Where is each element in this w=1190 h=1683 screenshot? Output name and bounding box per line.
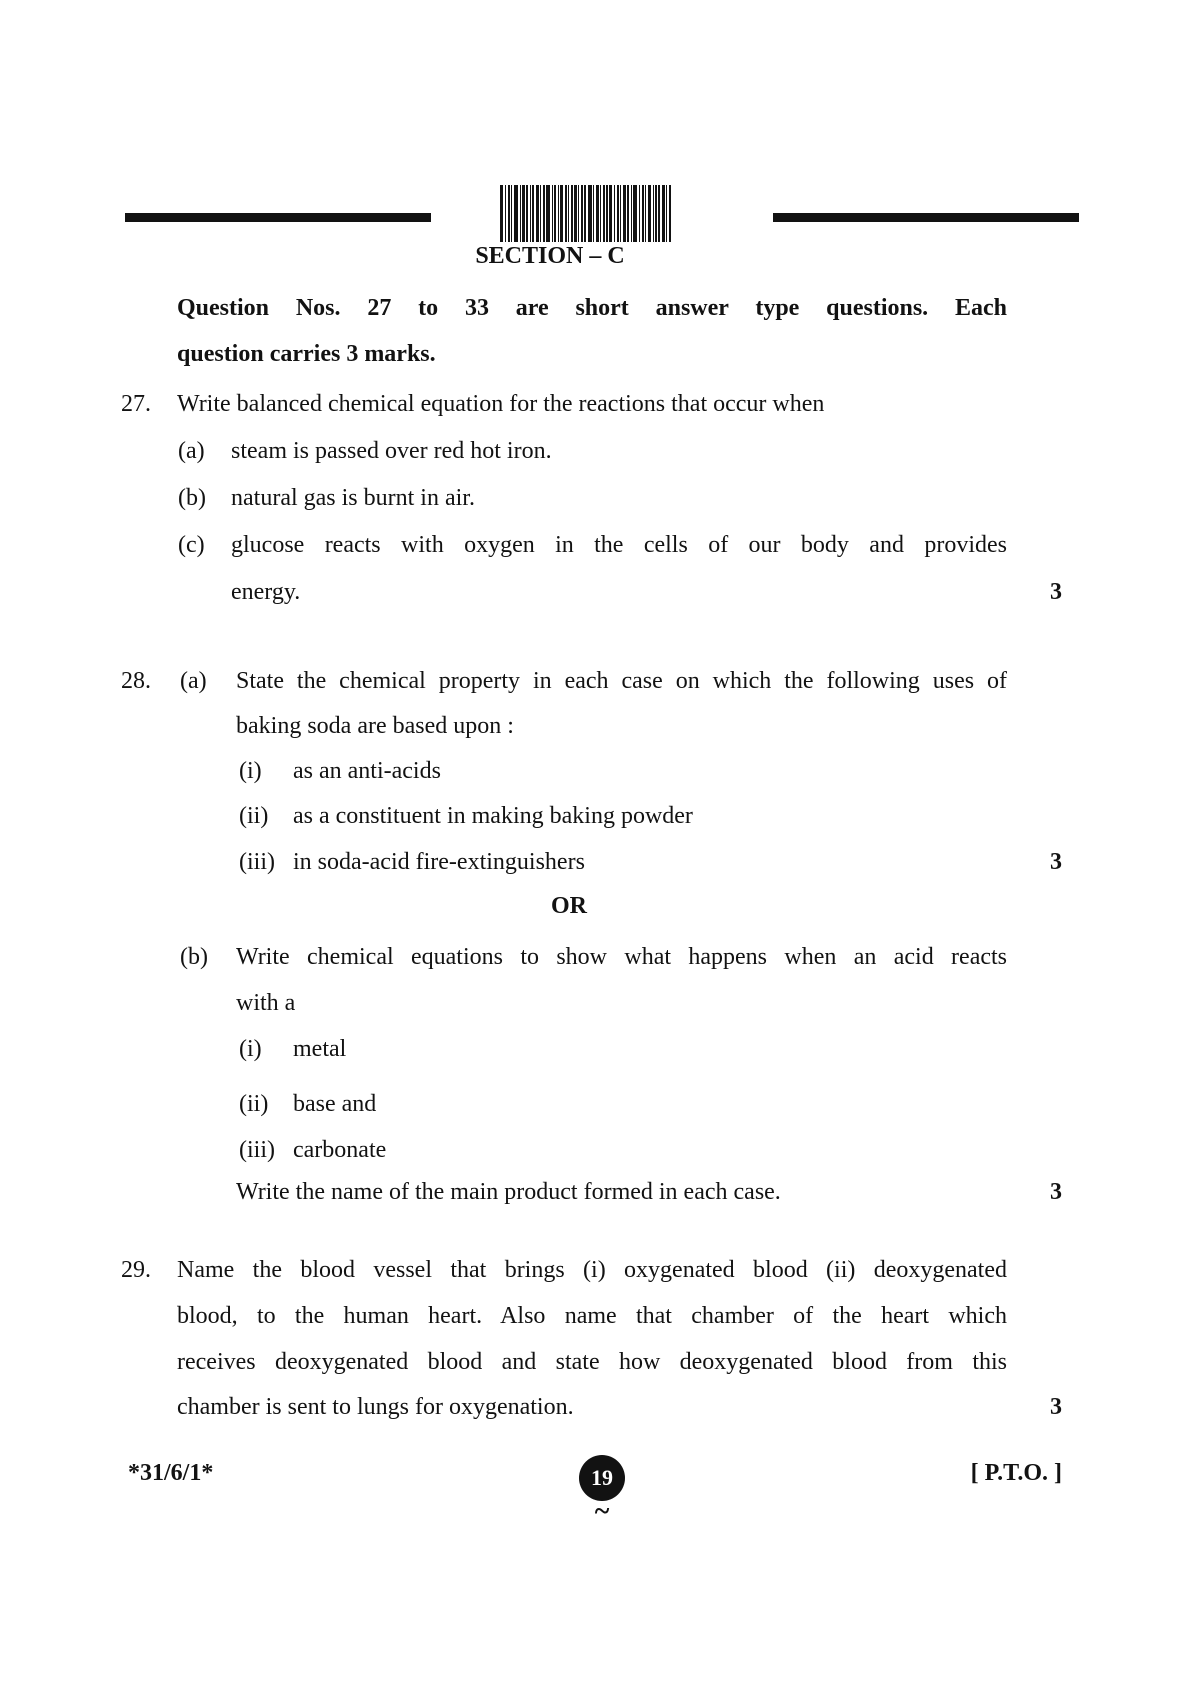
subitem-text: as a constituent in making baking powder [293, 803, 693, 829]
item-label: (c) [178, 532, 205, 558]
subitem-label: (iii) [239, 849, 275, 875]
subitem-label: (ii) [239, 803, 269, 829]
question-29-text: Name the blood vessel that brings (i) oxygenated blood (ii) deoxygenated [177, 1257, 1007, 1283]
header-rule-left [125, 213, 431, 222]
marks-value: 3 [1050, 1394, 1062, 1420]
question-28-number: 28. [121, 668, 151, 694]
marks-value: 3 [1050, 1179, 1062, 1205]
tilde-mark: ~ [594, 1496, 610, 1527]
item-text: Write the name of the main product formed in each case. [236, 1179, 781, 1205]
subitem-text: in soda-acid fire-extinguishers [293, 849, 585, 875]
question-29-number: 29. [121, 1257, 151, 1283]
subitem-text: as an anti-acids [293, 758, 441, 784]
question-29-text: receives deoxygenated blood and state how deoxygenated blood from this [177, 1349, 1007, 1375]
item-label: (b) [180, 944, 208, 970]
page-number-badge: 19 [579, 1455, 625, 1501]
item-text: glucose reacts with oxygen in the cells of our body and provides [231, 532, 1007, 558]
question-27-number: 27. [121, 391, 151, 417]
item-label: (a) [178, 438, 205, 464]
header-rule-right [773, 213, 1079, 222]
subitem-label: (i) [239, 758, 262, 784]
item-text: natural gas is burnt in air. [231, 485, 475, 511]
item-text: energy. [231, 579, 301, 605]
item-text: with a [236, 990, 296, 1016]
barcode [500, 185, 692, 242]
item-text: steam is passed over red hot iron. [231, 438, 552, 464]
subitem-text: carbonate [293, 1137, 387, 1163]
subitem-text: metal [293, 1036, 347, 1062]
question-27-text: Write balanced chemical equation for the reactions that occur when [177, 391, 825, 417]
or-separator: OR [551, 893, 587, 919]
intro-line-1: Question Nos. 27 to 33 are short answer type questions. Each [177, 295, 1007, 321]
item-text: baking soda are based upon : [236, 713, 514, 739]
item-text: State the chemical property in each case on which the following uses of [236, 668, 1007, 694]
item-label: (b) [178, 485, 206, 511]
marks-value: 3 [1050, 579, 1062, 605]
subitem-label: (ii) [239, 1091, 269, 1117]
marks-value: 3 [1050, 849, 1062, 875]
subitem-label: (iii) [239, 1137, 275, 1163]
question-29-text: chamber is sent to lungs for oxygenation. [177, 1394, 574, 1420]
intro-line-2: question carries 3 marks. [177, 341, 436, 367]
item-text: Write chemical equations to show what happens when an acid reacts [236, 944, 1007, 970]
section-title: SECTION – C [475, 243, 625, 269]
subitem-label: (i) [239, 1036, 262, 1062]
paper-code: *31/6/1* [128, 1460, 214, 1486]
item-label: (a) [180, 668, 207, 694]
question-29-text: blood, to the human heart. Also name that chamber of the heart which [177, 1303, 1007, 1329]
subitem-text: base and [293, 1091, 377, 1117]
pto-label: [ P.T.O. ] [970, 1460, 1062, 1486]
